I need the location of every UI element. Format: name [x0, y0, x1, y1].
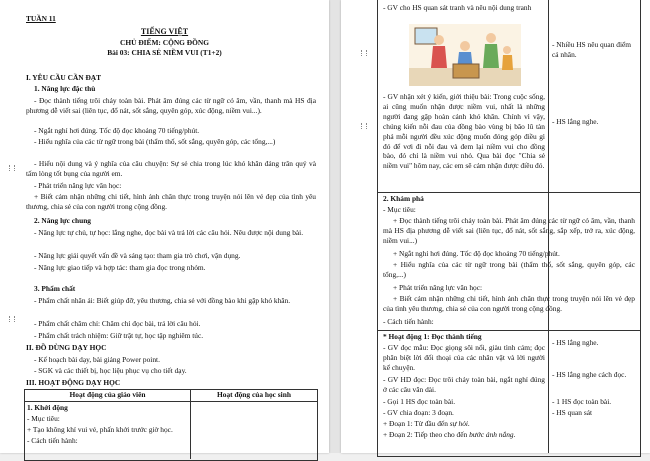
table-cell: - Mục tiêu:: [27, 414, 60, 423]
theme-title: CHỦ ĐIỂM: CỘNG ĐỒNG: [120, 38, 209, 47]
text-line: - Đọc thành tiếng trôi chảy toàn bài. Phát âm đúng các từ ngữ có âm, vần, thanh mà HS địa phương dễ viết sai (liên tục, đổ nát, sốt sắng, quyên góp, xúc động, niềm vui...).: [26, 96, 316, 115]
table-cell: + Đọc thành tiếng trôi chảy toàn bài. Phát âm đúng các từ ngữ có âm, vần, thanh mà HS địa phương dễ viết sai (liên tục, đổ nát, sốt sắng, sắp xếp, trở ra, xúc động, niềm vui...): [383, 216, 635, 245]
table-cell: + Biết cảm nhận những chi tiết, hình ảnh chân thực trong truyện nói lên vẻ đẹp của tình yêu thương, chia sẻ của con người trong cộng đồng.: [383, 294, 635, 313]
section-heading-3: III. HOẠT ĐỘNG DẠY HỌC: [26, 378, 121, 387]
text-line: - Năng lực tự chủ, tự học: lắng nghe, đọc bài và trả lời các câu hỏi. Nêu được nội dung bài.: [34, 228, 304, 237]
table-cell: - Cách tiến hành:: [27, 436, 78, 445]
text-line: + Biết cảm nhận những chi tiết, hình ảnh chân thực trong truyện nói lên vẻ đẹp của tình yêu thương, chia sẻ của con người trong cộng đồng.: [26, 192, 316, 211]
text-line: - Phẩm chất trách nhiệm: Giữ trật tự, học tập nghiêm túc.: [34, 331, 204, 340]
table-cell: + Hiểu nghĩa của các từ ngữ trong bài (thẩm thố, sốt sắng, quyên góp, các tổng,...): [383, 260, 635, 279]
table-cell: - GV chia đoạn: 3 đoạn.: [383, 408, 454, 417]
text-line: - SGK và các thiết bị, học liệu phục vụ cho tiết dạy.: [34, 366, 187, 375]
text-line: - Năng lực giao tiếp và hợp tác: tham gia đọc trong nhóm.: [34, 263, 206, 272]
text-line: - Phát triển năng lực văn học:: [34, 181, 122, 190]
subheading-1-2: 2. Năng lực chung: [34, 216, 91, 225]
table-cell: - GV nhận xét ý kiến, giới thiệu bài: Trong cuộc sống, ai cũng muốn nhận được niềm vui, nhất là những người đang gặp hoàn cảnh khó khăn. Chính vì vậy, chúng kiến nỗi đau của đồng bào vùng bị bão lũ tàn phá mỗi người đều xúc động muốn đóng góp điều gì đó để vơi đi nỗi đau và đem lại niềm vui cho đồng bào, đó chỉ là niềm vui nhỏ. Qua bài đọc "Chia sẻ niềm vui" hôm nay, các em sẽ cảm nhận được điều đó.: [383, 92, 545, 171]
text-line: - Phẩm chất nhân ái: Biết giúp đỡ, yêu thương, chia sẻ với đồng bào khi gặp khó khăn.: [34, 296, 291, 305]
margin-marker: [361, 50, 367, 56]
text-line: - Kế hoạch bài dạy, bài giảng Power point.: [34, 355, 160, 364]
table-cell: - HS lắng nghe.: [552, 117, 599, 126]
text-line: - Ngắt nghỉ hơi đúng. Tốc độ đọc khoảng 70 tiếng/phút.: [34, 126, 200, 135]
right-page: [341, 0, 650, 453]
table-cell: + Phát triển năng lực văn học:: [393, 283, 483, 292]
table-cell: - Mục tiêu:: [383, 205, 416, 214]
table-cell: - HS lắng nghe cách đọc.: [552, 370, 627, 379]
table-cell: + Tạo không khí vui vẻ, phấn khởi trước giờ học.: [27, 425, 173, 434]
week-label: TUẦN 11: [26, 14, 56, 23]
table-header-teacher: Hoạt động của giáo viên: [69, 390, 146, 399]
subject-title: TIẾNG VIỆT: [140, 27, 189, 36]
section-heading-1: I. YÊU CẦU CẦN ĐẠT: [26, 73, 102, 82]
text-line: - Hiểu nội dung và ý nghĩa của câu chuyện: Sự sẻ chia trong lúc khó khăn đáng trân quý và tấm lòng tốt bụng của người em.: [26, 159, 316, 178]
page-gutter: [329, 0, 341, 453]
table-cell: [383, 419, 470, 429]
table-cell: 1. Khởi động: [27, 403, 68, 412]
table-cell: [383, 430, 515, 440]
table-header-rule: [24, 401, 318, 402]
table-cell: + Ngắt nghỉ hơi đúng. Tốc độ đọc khoảng 70 tiếng/phút.: [393, 249, 560, 258]
lesson-title: Bài 03: CHIA SẺ NIỀM VUI (T1+2): [107, 48, 222, 57]
table-cell-heading: * Hoạt động 1: Đọc thành tiếng: [383, 332, 482, 341]
table-row-rule: [377, 330, 641, 331]
table-cell: - HS lắng nghe.: [552, 338, 599, 347]
family-sharing-illustration: [409, 24, 521, 86]
text-line: - Hiểu nghĩa của các từ ngữ trong bài (thẩm thố, sốt sắng, quyên góp, các tổng,...): [34, 137, 276, 146]
text-line: - Năng lực giải quyết vấn đề và sáng tạo: tham gia trò chơi, vận dụng.: [34, 251, 241, 260]
margin-marker: [361, 123, 367, 129]
table-cell: - GV đọc mẫu: Đọc giọng sôi nổi, giàu tình cảm; đọc phân biệt lời đối thoại của các nhân vật và lời người kể chuyện.: [383, 343, 545, 372]
subheading-1-3: 3. Phẩm chất: [34, 284, 76, 293]
margin-marker: [9, 165, 15, 171]
table-header-student: Hoạt động của học sinh: [217, 390, 291, 399]
table-cell: - Gọi 1 HS đọc toàn bài.: [383, 397, 456, 406]
table-cell: - GV cho HS quan sát tranh và nêu nội dung tranh: [383, 3, 532, 12]
table-cell-heading: 2. Khám phá: [383, 194, 424, 203]
left-page: [0, 0, 329, 453]
margin-marker: [9, 316, 15, 322]
table-cell: - 1 HS đọc toàn bài.: [552, 397, 612, 406]
table-cell: - Nhiều HS nêu quan điểm cá nhân.: [552, 40, 632, 59]
subheading-1-1: 1. Năng lực đặc thù: [34, 84, 96, 93]
text-line: - Phẩm chất chăm chỉ: Chăm chỉ đọc bài, trả lời câu hỏi.: [34, 319, 201, 328]
section-heading-2: II. ĐỒ DÙNG DẠY HỌC: [26, 343, 107, 352]
table-cell: - HS quan sát: [552, 408, 593, 417]
table-cell-text: + Đoạn 2: Tiếp theo cho đến: [383, 430, 470, 439]
table-cell-italic: bước ánh nắng.: [469, 430, 516, 439]
table-cell-italic: sự hỏi.: [449, 419, 470, 428]
table-cell-text: + Đoạn 1: Từ đầu đến: [383, 419, 450, 428]
table-cell: - GV HD đọc: Đọc trôi chảy toàn bài, ngắt nghỉ đúng ở các câu văn dài.: [383, 375, 545, 394]
table-row-rule: [377, 192, 641, 193]
table-cell: - Cách tiến hành:: [383, 317, 434, 326]
